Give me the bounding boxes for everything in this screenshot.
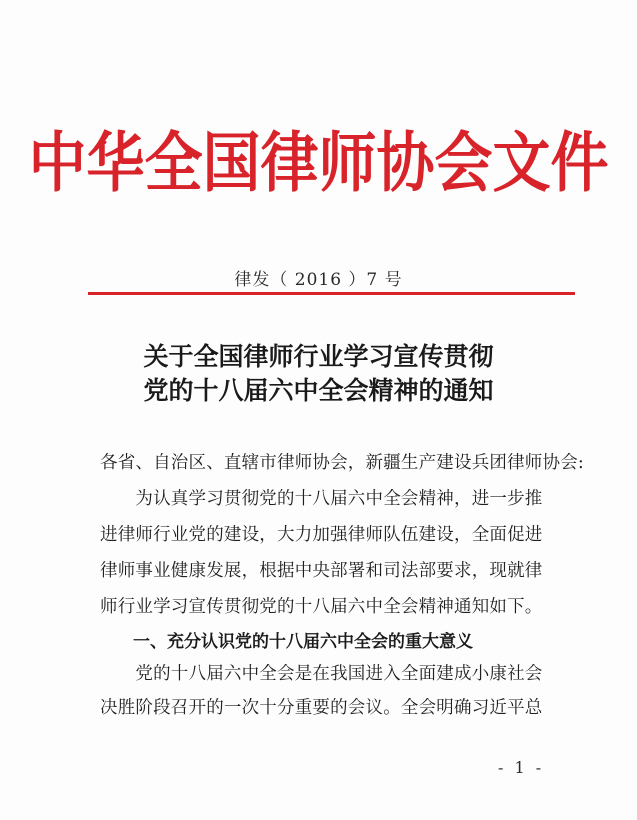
paragraph-line: 为认真学习贯彻党的十八届六中全会精神，进一步推 bbox=[100, 489, 543, 509]
notice-title-line-2: 党的十八届六中全会精神的通知 bbox=[143, 376, 494, 405]
paragraph-line: 进律师行业党的建设，大力加强律师队伍建设，全面促进 bbox=[100, 525, 543, 545]
paragraph-line: 师行业学习宣传贯彻党的十八届六中全会精神通知如下。 bbox=[100, 597, 543, 617]
paragraph-line: 决胜阶段召开的一次十分重要的会议。全会明确习近平总 bbox=[100, 698, 543, 718]
section-heading: 一、充分认识党的十八届六中全会的重大意义 bbox=[133, 632, 473, 652]
addressee-line: 各省、自治区、直辖市律师协会，新疆生产建设兵团律师协会: bbox=[100, 453, 584, 473]
page-number: - 1 - bbox=[498, 758, 545, 777]
masthead-title: 中华全国律师协会文件 bbox=[28, 124, 609, 201]
notice-title-line-1: 关于全国律师行业学习宣传贯彻 bbox=[143, 342, 494, 371]
document-number: 律发（ 2016 ）7 号 bbox=[234, 270, 403, 290]
paragraph-line: 律师事业健康发展，根据中央部署和司法部要求，现就律 bbox=[100, 561, 543, 581]
paragraph-line: 党的十八届六中全会是在我国进入全面建成小康社会 bbox=[100, 664, 543, 684]
red-divider-line bbox=[88, 292, 575, 295]
